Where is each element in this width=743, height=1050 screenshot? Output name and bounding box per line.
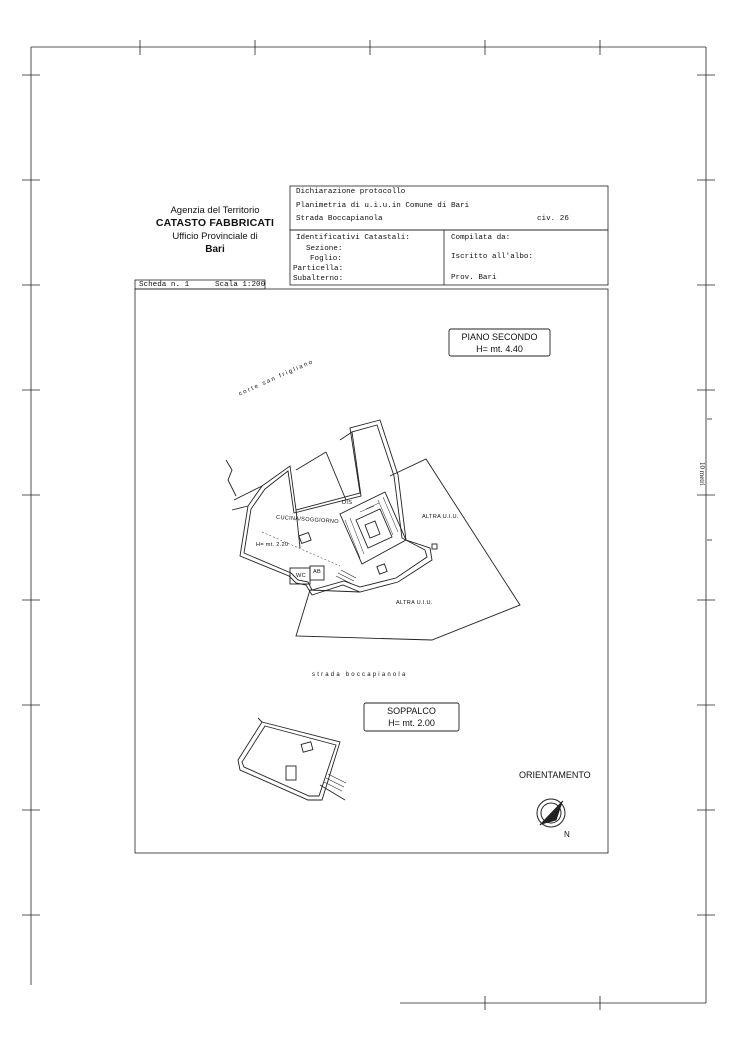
header-civic: civ. 26 [537, 215, 569, 223]
floor-name: PIANO SECONDO [461, 332, 538, 342]
identifiers-sezione: Sezione: [306, 245, 343, 253]
ab-label: AB [313, 569, 322, 575]
other-unit-label-1: ALTRA U.I.U. [422, 514, 459, 520]
compiler-prov: Prov. Bari [451, 274, 497, 282]
scale-bar-label: 10 metri [698, 462, 706, 486]
other-unit-label-2: ALTRA U.I.U. [396, 600, 433, 606]
north-label: N [564, 830, 570, 839]
agency-city: Bari [205, 244, 225, 255]
header-box [135, 186, 608, 853]
orientation-label: ORIENTAMENTO [519, 770, 591, 780]
compiler-iscritto: Iscritto all'albo: [451, 253, 534, 261]
header-planimetry: Planimetria di u.i.u.in Comune di Bari [296, 202, 470, 210]
label-boxes [364, 329, 550, 731]
floor-height: H= mt. 4.40 [476, 344, 523, 354]
identifiers-particella: Particella: [293, 265, 344, 273]
north-arrow-icon [537, 799, 565, 827]
identifiers-title: Identificativi Catastali: [296, 234, 410, 242]
floor-label [449, 331, 550, 355]
agency-office: Ufficio Provinciale di [172, 231, 258, 242]
room-label: CUCINA/SOGGIORNO [275, 514, 340, 526]
identifiers-subalterno: Subalterno: [293, 275, 344, 283]
agency-department: CATASTO FABBRICATI [155, 217, 275, 229]
court-label: corte san frigliano [238, 358, 315, 398]
sheet-scale: Scala 1:200 [215, 281, 266, 289]
floor-plan [226, 420, 520, 640]
mezzanine-plan [238, 718, 346, 800]
compiler-title: Compilata da: [451, 234, 511, 242]
identifiers-foglio: Foglio: [310, 255, 342, 263]
room-height-label: H= mt. 2.20 [256, 542, 289, 548]
dis-label: DIS [342, 500, 353, 506]
sheet-number: Scheda n. 1 [139, 281, 190, 289]
road-label: strada boccapianola [312, 672, 408, 678]
mezzanine-name: SOPPALCO [387, 706, 436, 716]
mezzanine-height: H= mt. 2.00 [388, 718, 435, 728]
wc-label: WC [296, 573, 306, 579]
outer-frame [22, 40, 715, 1010]
mezzanine-label [364, 705, 459, 729]
header-title: Dichiarazione protocollo [296, 188, 406, 196]
header-street: Strada Boccapianola [296, 215, 383, 223]
agency-block [150, 204, 280, 256]
agency-name: Agenzia del Territorio [170, 205, 260, 216]
